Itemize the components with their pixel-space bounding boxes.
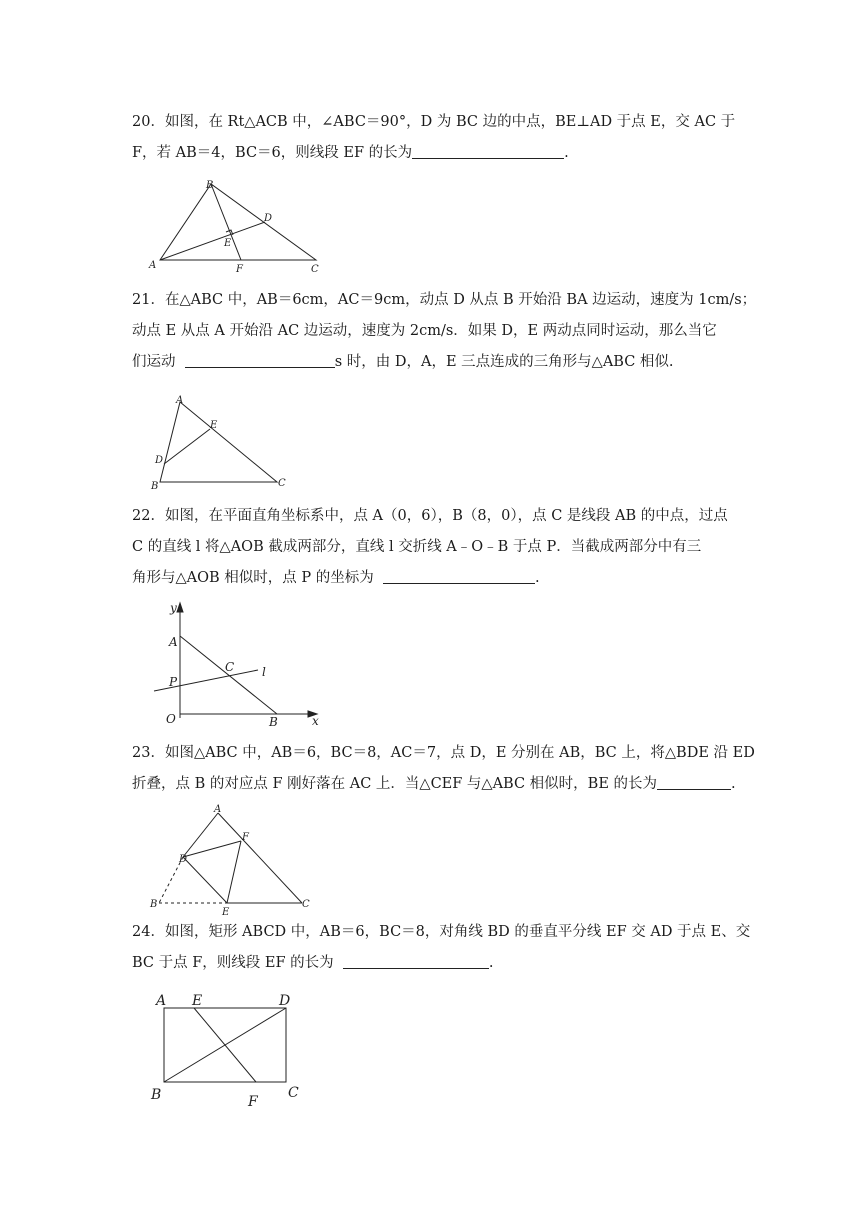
label-a: A [169,635,178,649]
problem-text-line: 们运动 [132,354,176,370]
problem-23: 23．如图△ABC 中，AB＝6，BC＝8，AC＝7，点 D，E 分别在 AB，BC 上，将△BDE 沿 ED 折叠，点 B 的对应点 F 刚好落在 AC 上．当△CEF 与△ABC 相似时，BE 的长为 . [132,738,732,800]
figure-21 [146,392,296,492]
problem-number: 24． [132,924,165,940]
label-f: F [236,264,243,275]
label-p: P [169,675,178,689]
label-l: l [262,665,266,679]
problem-number: 22． [132,508,165,524]
label-y: y [170,601,177,615]
answer-blank[interactable] [412,142,564,159]
segment-de [164,429,210,464]
label-f: F [242,832,249,843]
label-e: E [210,420,218,431]
problem-text-line: 在△ABC 中，AB＝6cm，AC＝9cm，动点 D 从点 B 开始沿 BA 边运动，速度为 1cm/s； [164,292,757,308]
problem-text-line: 折叠，点 B 的对应点 F 刚好落在 AC 上．当△CEF 与△ABC 相似时，BE 的长为 [132,776,658,792]
label-c: C [288,1085,299,1101]
problem-text-line: 如图，在平面直角坐标系中，点 A（0，6），B（8，0），点 C 是线段 AB 的中点，过点 [164,508,728,524]
problem-number: 21． [132,292,165,308]
segment-de [183,857,227,903]
label-a: A [176,395,184,406]
figure-22 [150,600,335,730]
label-b: B [150,899,158,910]
figure-20 [140,176,340,276]
segment-ad [183,813,218,857]
label-b: B [206,180,214,191]
label-x: x [312,714,319,728]
label-o: O [166,712,176,726]
triangle-abc [160,402,277,482]
y-axis-arrow [177,603,183,612]
problem-22: 22．如图，在平面直角坐标系中，点 A（0，6），B（8，0），点 C 是线段 AB 的中点，过点 C 的直线 l 将△AOB 截成两部分，直线 l 交折线 A﹣O﹣B 于点 P．当截成两部分中有三 角形与△AOB 相似时，点 P 的坐标为 . [132,501,732,594]
problem-21: 21．在△ABC 中，AB＝6cm，AC＝9cm，动点 D 从点 B 开始沿 BA 边运动，速度为 1cm/s； 动点 E 从点 A 开始沿 AC 边运动，速度为 2cm/s．如果 D，E 两动点同时运动，那么当它 们运动 s 时，由 D，A，E 三点连成的三角形与△ABC 相似. [132,285,732,378]
label-b: B [151,1087,162,1103]
label-d: D [279,993,291,1009]
problem-text-line: F，若 AB＝4，BC＝6，则线段 EF 的长为 [132,145,413,161]
label-f: F [248,1094,258,1110]
label-c: C [311,264,319,275]
triangle-abc [160,184,316,260]
label-e: E [222,907,230,918]
answer-blank[interactable] [657,773,731,790]
problem-20: 20．如图，在 Rt△ACB 中，∠ABC＝90°，D 为 BC 边的中点，BE⊥AD 于点 E，交 AC 于 F，若 AB＝4，BC＝6，则线段 EF 的长为 . [132,107,732,169]
label-c: C [225,660,235,674]
label-d: D [264,213,273,224]
label-b: B [269,715,278,729]
problem-text-line: BC 于点 F，则线段 EF 的长为 [132,955,334,971]
problem-text-line: 动点 E 从点 A 开始沿 AC 边运动，速度为 2cm/s．如果 D，E 两动点同时运动，那么当它 [132,323,717,339]
figure-24 [148,988,313,1113]
answer-blank[interactable] [185,351,335,368]
label-d: D [179,854,188,865]
label-b: B [151,481,159,492]
segment-ad [160,222,265,260]
segment-df [183,841,241,857]
segment-ac [218,813,302,903]
label-d: D [155,455,164,466]
problem-text-line: 如图，矩形 ABCD 中，AB＝6，BC＝8，对角线 BD 的垂直平分线 EF 交 AD 于点 E、交 [164,924,751,940]
problem-24: 24．如图，矩形 ABCD 中，AB＝6，BC＝8，对角线 BD 的垂直平分线 EF 交 AD 于点 E、交 BC 于点 F，则线段 EF 的长为 . [132,917,732,979]
problem-text-line: 如图△ABC 中，AB＝6，BC＝8，AC＝7，点 D，E 分别在 AB，BC 上，将△BDE 沿 ED [164,745,755,761]
answer-blank[interactable] [343,952,489,969]
label-c: C [302,899,310,910]
problem-number: 20． [132,114,165,130]
problem-text-line: C 的直线 l 将△AOB 截成两部分，直线 l 交折线 A﹣O﹣B 于点 P．当截成两部分中有三 [132,539,702,555]
label-a: A [156,993,167,1009]
segment-ef [194,1008,256,1082]
label-c: C [278,478,286,489]
figure-23 [148,803,318,918]
problem-text-line: 如图，在 Rt△ACB 中，∠ABC＝90°，D 为 BC 边的中点，BE⊥AD 于点 E，交 AC 于 [164,114,736,130]
label-e: E [224,238,232,249]
label-a: A [214,804,222,815]
label-e: E [192,993,203,1009]
segment-fe [227,841,241,903]
answer-blank[interactable] [383,567,535,584]
problem-number: 23． [132,745,165,761]
label-a: A [149,260,157,271]
problem-text-line: 角形与△AOB 相似时，点 P 的坐标为 [132,570,374,586]
